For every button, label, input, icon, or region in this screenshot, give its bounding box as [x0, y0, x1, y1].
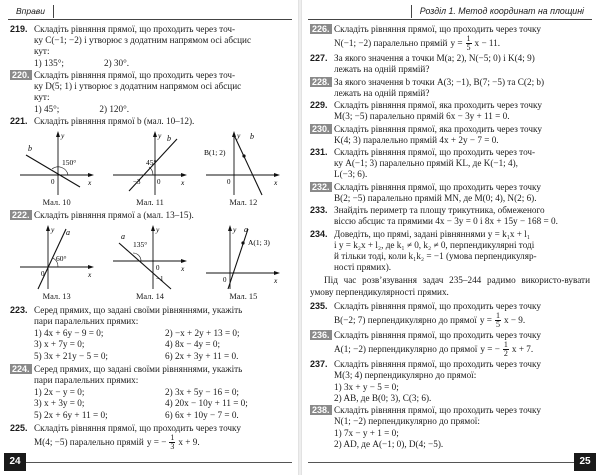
- option: 1) 3x + y − 5 = 0;: [334, 381, 399, 392]
- problem-text: й тільки тоді, коли k₁k₂ = −1 (умова перпендикуляр-: [334, 250, 537, 261]
- problem-number: 228.: [312, 76, 330, 87]
- option: 2) 3x + 5y − 16 = 0;: [165, 387, 239, 398]
- equation: y =: [479, 314, 492, 325]
- problem-text: Складіть рівняння прямої, що проходить через точ-: [334, 146, 536, 157]
- problem-text: Знайдіть периметр та площу трикутника, обмеженого: [334, 205, 545, 216]
- problem-238: [310, 405, 590, 450]
- problem-223-options: [10, 328, 290, 362]
- problem-text: M(3; 4) перпендикулярно до прямої:: [334, 370, 477, 381]
- problem-219: [10, 24, 290, 69]
- problem-text: N(1; −2) перпендикулярно до прямої:: [334, 416, 480, 427]
- angle-label: 150°: [61, 157, 76, 167]
- line-label: b: [166, 133, 171, 143]
- problem-text: кут:: [34, 46, 50, 57]
- equation: y = −: [480, 344, 500, 355]
- problem-number: 238.: [312, 405, 330, 416]
- fraction-numerator: 1: [170, 433, 175, 443]
- option: 1) 135°;: [34, 57, 64, 68]
- problem-text: A(1; −2) перпендикулярно до прямої: [334, 344, 478, 355]
- problem-226: [310, 24, 590, 52]
- problem-text: Складіть рівняння прямої, яка проходить через точку: [334, 123, 542, 134]
- figure-15: [204, 223, 282, 302]
- problem-236: [310, 330, 590, 358]
- problem-224: [10, 364, 290, 386]
- figure-caption: Мал. 12: [229, 197, 258, 207]
- problem-text: кут:: [34, 92, 50, 103]
- tick-label: −1: [155, 275, 164, 284]
- x-axis-label: x: [87, 270, 91, 280]
- origin-label: 0: [40, 270, 45, 279]
- problem-number: 233.: [310, 205, 328, 216]
- option: 5) 3x + 21y − 5 = 0;: [34, 350, 108, 361]
- option: 1) 2x − y = 0;: [34, 387, 85, 398]
- problem-text: K(4; 3) паралельно прямій 4x + 2y − 7 = 0.: [334, 134, 499, 145]
- x-axis-label: x: [274, 177, 278, 187]
- problem-number: 229.: [310, 100, 328, 111]
- problem-text: Складіть рівняння прямої, що проходить через точ-: [34, 24, 236, 34]
- problem-text: пари паралельних прямих:: [34, 375, 139, 385]
- point-label: B(1; 2): [204, 147, 226, 157]
- left-header: [8, 4, 292, 20]
- fraction-denominator: 5: [466, 43, 471, 53]
- left-footer-line: [26, 462, 292, 463]
- problem-text: Складіть рівняння прямої, що проходить через точку: [334, 24, 541, 34]
- option: 1) 4x + 6y − 9 = 0;: [34, 328, 104, 339]
- problem-text: M(4; −5) паралельно прямій: [34, 436, 144, 447]
- equation: x − 11.: [474, 38, 501, 49]
- problem-text: Складіть рівняння прямої, що проходить через точку: [334, 359, 541, 370]
- equation: x − 9.: [503, 314, 526, 325]
- line-label: a: [65, 228, 70, 238]
- problem-number: 234.: [310, 228, 328, 239]
- right-header: [308, 4, 592, 20]
- equation: y = −: [146, 436, 167, 447]
- problem-number: 223.: [10, 304, 28, 315]
- problem-text: віссю абсцис та прямими 4x − 3y = 0 і 8x + 15y − 168 = 0.: [334, 216, 558, 227]
- y-axis-label: y: [237, 130, 241, 140]
- problem-number: 227.: [310, 53, 328, 64]
- figure-caption: Мал. 14: [135, 292, 164, 302]
- problem-number: 236.: [312, 330, 330, 341]
- problem-number: 219.: [10, 24, 28, 34]
- problem-text: лежать на одній прямій?: [334, 87, 430, 98]
- problem-text: і y = k₂x + l₂, де k₁ ≠ 0, k₂ ≠ 0, перпендикулярні тоді: [334, 239, 535, 250]
- origin-label: 0: [156, 177, 161, 186]
- problem-232: [310, 182, 590, 204]
- problem-225: [10, 423, 290, 451]
- equation: x + 9.: [178, 436, 200, 447]
- option: 4) 20x − 10y + 11 = 0;: [165, 398, 248, 409]
- problem-224-options: [10, 387, 290, 421]
- problem-number: 221.: [10, 115, 28, 126]
- x-axis-label: x: [180, 264, 185, 274]
- problem-text: ності прямих).: [334, 262, 392, 273]
- problem-text: B(−2; 7) перпендикулярно до прямої: [334, 314, 477, 325]
- right-header-title: Розділ 1. Метод координат на площині: [411, 5, 592, 18]
- figure-13: [18, 223, 96, 302]
- line-label: b: [27, 143, 32, 153]
- problem-222: [10, 210, 290, 221]
- problem-text: Складіть рівняння прямої, що проходить через точку: [334, 181, 541, 192]
- section-note: Під час розв’язування задач 235–244 радимо використо-вувати умову перпендикулярності прямих.: [310, 275, 590, 297]
- left-header-title: Вправи: [8, 5, 54, 17]
- figure-caption: Мал. 13: [42, 292, 71, 302]
- angle-label: 45°: [145, 157, 157, 167]
- problem-text: Складіть рівняння прямої b (мал. 10–12).: [34, 115, 195, 126]
- fraction-numerator: 1: [503, 340, 508, 350]
- problem-number: 231.: [310, 146, 328, 157]
- option: 2) 120°.: [99, 103, 130, 114]
- line-label: b: [250, 131, 255, 141]
- option: 2) AD, де A(−1; 0), D(4; −5).: [334, 438, 444, 449]
- problem-number: 230.: [312, 123, 330, 134]
- problem-text: Складіть рівняння прямої, що проходить через точку: [34, 422, 241, 433]
- problem-text: пари паралельних прямих:: [34, 315, 139, 326]
- origin-label: 0: [227, 177, 231, 186]
- problem-number: 232.: [312, 181, 330, 192]
- problem-234: [310, 229, 590, 274]
- problem-number: 222.: [12, 210, 30, 221]
- option: 3) x + 7y = 0;: [34, 339, 85, 350]
- problem-number: 224.: [12, 363, 30, 374]
- problem-number: 225.: [10, 422, 28, 433]
- y-axis-label: y: [155, 225, 160, 235]
- problem-text: ку D(5; 1) і утворює з додатним напрямом осі абсцис: [34, 81, 242, 92]
- problem-230: [310, 124, 590, 146]
- option: 1) 7x − y + 1 = 0;: [334, 427, 399, 438]
- y-axis-label: y: [233, 225, 237, 235]
- figure-caption: Мал. 10: [42, 197, 71, 207]
- option: 2) −x + 2y + 13 = 0;: [165, 328, 240, 339]
- line-label: a: [244, 225, 249, 235]
- option: 4) 8x − 4y = 0;: [165, 339, 221, 350]
- figures-10-12: [10, 129, 290, 208]
- x-axis-label: x: [180, 177, 185, 187]
- figure-12: [204, 129, 282, 208]
- point-label: A(1; 3): [248, 238, 271, 248]
- left-page-number: 24: [4, 453, 26, 471]
- origin-label: 0: [155, 264, 160, 273]
- problem-text: Складіть рівняння прямої a (мал. 13–15).: [34, 210, 194, 221]
- left-content: [10, 24, 290, 452]
- problem-text: M(3; −5) паралельно прямій 6x − 3y + 11 = 0.: [334, 111, 510, 122]
- problem-228: [310, 77, 590, 99]
- problem-number: 235.: [310, 300, 328, 311]
- x-axis-label: x: [87, 177, 91, 187]
- problem-text: За якого значення b точки A(3; −1), B(7; −5) та C(2; b): [334, 76, 545, 87]
- problem-223: [10, 305, 290, 327]
- problem-text: Серед прямих, що задані своїми рівняннями, укажіть: [34, 304, 243, 315]
- problem-text: Складіть рівняння прямої, що проходить через точ-: [34, 69, 236, 80]
- problem-231: [310, 147, 590, 181]
- angle-label: 60°: [55, 254, 67, 264]
- origin-label: 0: [223, 276, 227, 285]
- problem-text: Складіть рівняння прямої, що проходить через точку: [334, 300, 541, 311]
- option: 2) AB, де B(0; 3), C(3; 6).: [334, 392, 432, 403]
- angle-label: 135°: [132, 240, 148, 250]
- figure-11: [111, 129, 189, 208]
- right-page-number: 25: [574, 453, 596, 471]
- option: 3) x + 3y = 0;: [34, 398, 85, 409]
- problem-text: Складіть рівняння прямої, що проходить через точку: [334, 330, 541, 341]
- problem-text: Доведіть, що прямі, задані рівняннями y = k₁x + l₁: [334, 228, 531, 239]
- option: 6) 6x + 10y − 7 = 0.: [165, 409, 239, 420]
- right-content: [310, 24, 590, 451]
- problem-number: 220.: [12, 69, 30, 80]
- option: 2) 30°.: [103, 57, 130, 68]
- problem-229: [310, 100, 590, 122]
- problem-221: [10, 116, 290, 127]
- problem-text: N(−1; −2) паралельно прямій: [334, 38, 448, 49]
- problem-235: [310, 301, 590, 329]
- problem-text: ку C(−1; −2) і утворює з додатним напрямом осі абсцис: [34, 35, 252, 46]
- problem-number: 237.: [310, 359, 328, 370]
- x-axis-label: x: [274, 276, 278, 286]
- option: 5) 2x + 6y + 11 = 0;: [34, 409, 108, 420]
- tick-label: −3: [132, 177, 141, 186]
- figure-caption: Мал. 11: [136, 197, 164, 207]
- problem-text: Серед прямих, що задані своїми рівняннями, укажіть: [34, 363, 243, 374]
- option: 6) 2x + 3y + 11 = 0.: [165, 350, 239, 361]
- fraction-denominator: 2: [503, 349, 508, 359]
- figure-caption: Мал. 15: [229, 292, 258, 302]
- fraction-numerator: 1: [466, 34, 471, 44]
- problem-text: B(2; −5) паралельно прямій MN, де M(0; 4), N(2; 6).: [334, 192, 537, 203]
- line-label: a: [120, 232, 125, 242]
- problem-text: За якого значення a точки M(a; 2), N(−5; 0) і K(4; 9): [334, 53, 535, 64]
- origin-label: 0: [50, 177, 55, 186]
- y-axis-label: y: [50, 225, 54, 235]
- problem-237: [310, 359, 590, 404]
- equation: x + 7.: [511, 344, 534, 355]
- equation: y =: [450, 38, 463, 49]
- problem-227: [310, 53, 590, 75]
- option: 1) 45°;: [34, 103, 60, 114]
- fraction-denominator: 5: [495, 320, 500, 330]
- figures-13-15: [10, 223, 290, 302]
- problem-text: лежать на одній прямій?: [334, 64, 430, 75]
- problem-text: L(−3; 6).: [334, 169, 368, 180]
- problem-number: 226.: [312, 24, 330, 34]
- right-footer-line: [308, 462, 574, 463]
- y-axis-label: y: [157, 130, 162, 140]
- problem-text: Складіть рівняння прямої, що проходить через точку: [334, 405, 541, 416]
- fraction-numerator: 1: [495, 311, 500, 321]
- y-axis-label: y: [60, 130, 64, 140]
- right-page: [300, 0, 600, 475]
- fraction-denominator: 3: [170, 442, 175, 452]
- problem-text: ку A(−1; 3) паралельно прямій KL, де K(−1; 4),: [334, 158, 518, 169]
- problem-text: Складіть рівняння прямої, яка проходить через точку: [334, 100, 542, 111]
- figure-10: [18, 129, 96, 208]
- problem-233: [310, 205, 590, 227]
- problem-220: [10, 70, 290, 115]
- figure-14: [111, 223, 189, 302]
